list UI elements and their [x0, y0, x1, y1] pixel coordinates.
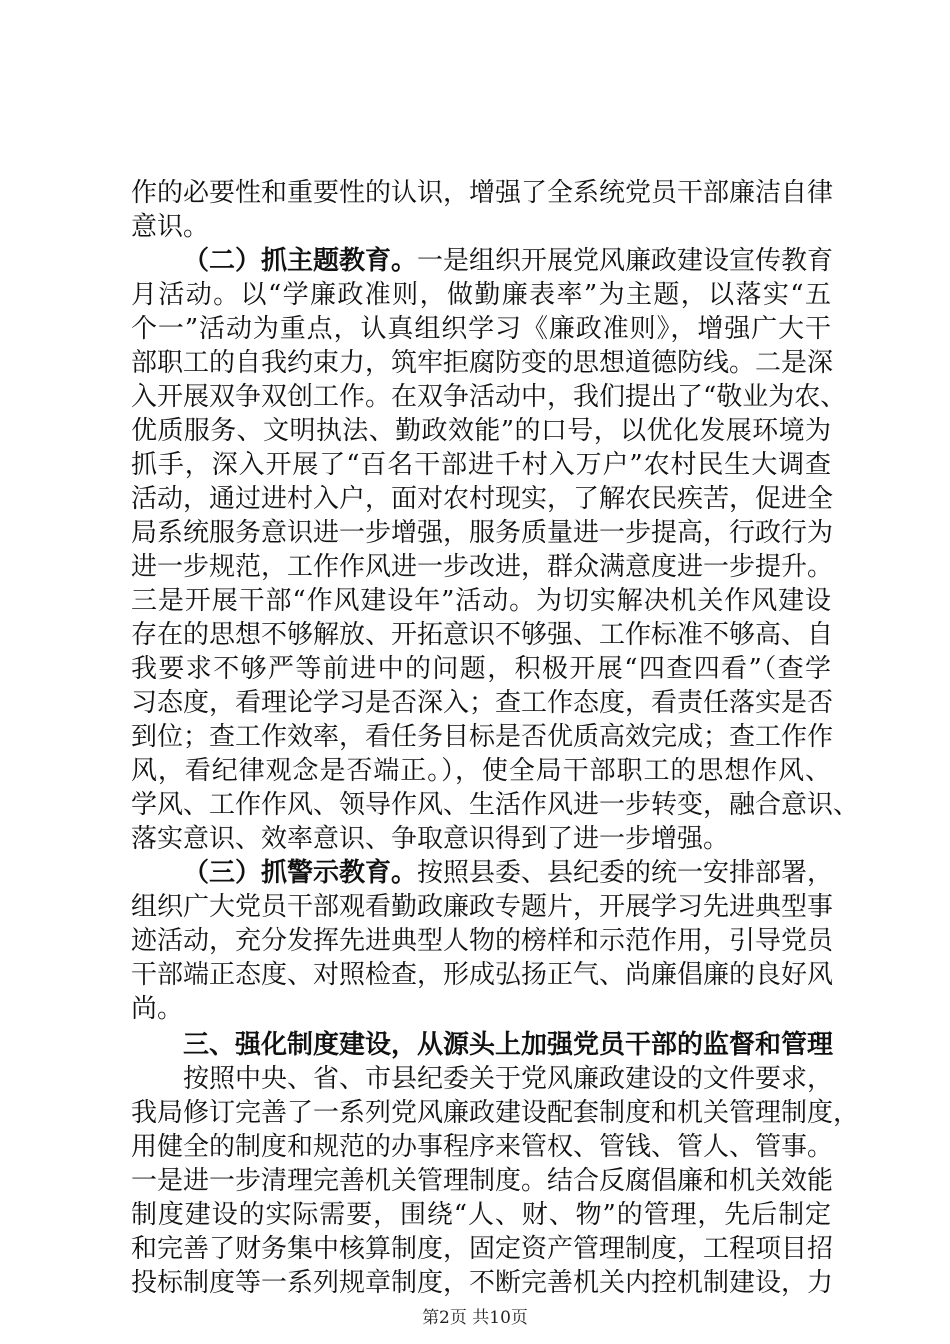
page-number-footer: 第2页 共10页 [422, 1308, 528, 1328]
section-subheading: （三）抓警示教育。 [183, 858, 418, 888]
paragraph-line: 我局修订完善了一系列党风廉政建设配套制度和机关管理制度， [131, 1098, 860, 1128]
paragraph-line: 投标制度等一系列规章制度，不断完善机关内控机制建设，力 [131, 1268, 834, 1298]
paragraph-line [183, 244, 834, 278]
paragraph-line: 制度建设的实际需要，围绕“人、财、物”的管理，先后制定 [131, 1200, 831, 1230]
paragraph-line: 优质服务、文明执法、勤政效能”的口号，以优化发展环境为 [131, 416, 831, 446]
paragraph-line: 进一步规范，工作作风进一步改进，群众满意度进一步提升。 [131, 552, 834, 582]
paragraph-line: 存在的思想不够解放、开拓意识不够强、工作标准不够高、自 [131, 620, 834, 650]
paragraph-line: 尚。 [131, 994, 184, 1024]
paragraph-line: 活动，通过进村入户，面对农村现实，了解农民疾苦，促进全 [131, 484, 834, 514]
section-heading: 三、强化制度建设，从源头上加强党员干部的监督和管理 [183, 1030, 834, 1060]
paragraph-line: 用健全的制度和规范的办事程序来管权、管钱、管人、管事。 [131, 1132, 834, 1162]
paragraph-line: 到位；查工作效率，看任务目标是否优质高效完成；查工作作 [131, 722, 834, 752]
paragraph-line: 风，看纪律观念是否端正。），使全局干部职工的思想作风、 [131, 756, 831, 786]
paragraph-line: 按照中央、省、市县纪委关于党风廉政建设的文件要求， [183, 1064, 834, 1094]
paragraph-line: 个一”活动为重点，认真组织学习《廉政准则》，增强广大干 [131, 314, 831, 344]
paragraph-line: 和完善了财务集中核算制度，固定资产管理制度，工程项目招 [131, 1234, 834, 1264]
paragraph-line: 学风、工作作风、领导作风、生活作风进一步转变，融合意识、 [131, 790, 860, 820]
paragraph-line: 习态度，看理论学习是否深入；查工作态度，看责任落实是否 [131, 688, 834, 718]
paragraph-line: 意识。 [131, 212, 210, 242]
paragraph-line: 局系统服务意识进一步增强，服务质量进一步提高，行政行为 [131, 518, 834, 548]
section-subheading: （二）抓主题教育。 [183, 246, 418, 276]
paragraph-line: 月活动。以“学廉政准则，做勤廉表率”为主题，以落实“五 [131, 280, 831, 310]
paragraph-line: 三是开展干部“作风建设年”活动。为切实解决机关作风建设 [131, 586, 831, 616]
paragraph-line: 迹活动，充分发挥先进典型人物的榜样和示范作用，引导党员 [131, 926, 834, 956]
paragraph-line: 组织广大党员干部观看勤政廉政专题片，开展学习先进典型事 [131, 892, 834, 922]
paragraph-line: 落实意识、效率意识、争取意识得到了进一步增强。 [131, 824, 730, 854]
paragraph-line: 干部端正态度、对照检查，形成弘扬正气、尚廉倡廉的良好风 [131, 960, 834, 990]
paragraph-line: 一是进一步清理完善机关管理制度。结合反腐倡廉和机关效能 [131, 1166, 834, 1196]
paragraph-line: 我要求不够严等前进中的问题，积极开展“四查四看”（查学 [131, 654, 831, 684]
paragraph-line [183, 856, 834, 890]
paragraph-line: 部职工的自我约束力，筑牢拒腐防变的思想道德防线。二是深 [131, 348, 834, 378]
paragraph-line: 入开展双争双创工作。在双争活动中，我们提出了“敬业为农、 [131, 382, 847, 412]
paragraph-line: 作的必要性和重要性的认识，增强了全系统党员干部廉洁自律 [131, 178, 834, 208]
paragraph-text: 一是组织开展党风廉政建设宣传教育 [417, 246, 834, 276]
paragraph-line: 抓手，深入开展了“百名干部进千村入万户”农村民生大调查 [131, 450, 831, 480]
paragraph-text: 按照县委、县纪委的统一安排部署， [417, 858, 834, 888]
